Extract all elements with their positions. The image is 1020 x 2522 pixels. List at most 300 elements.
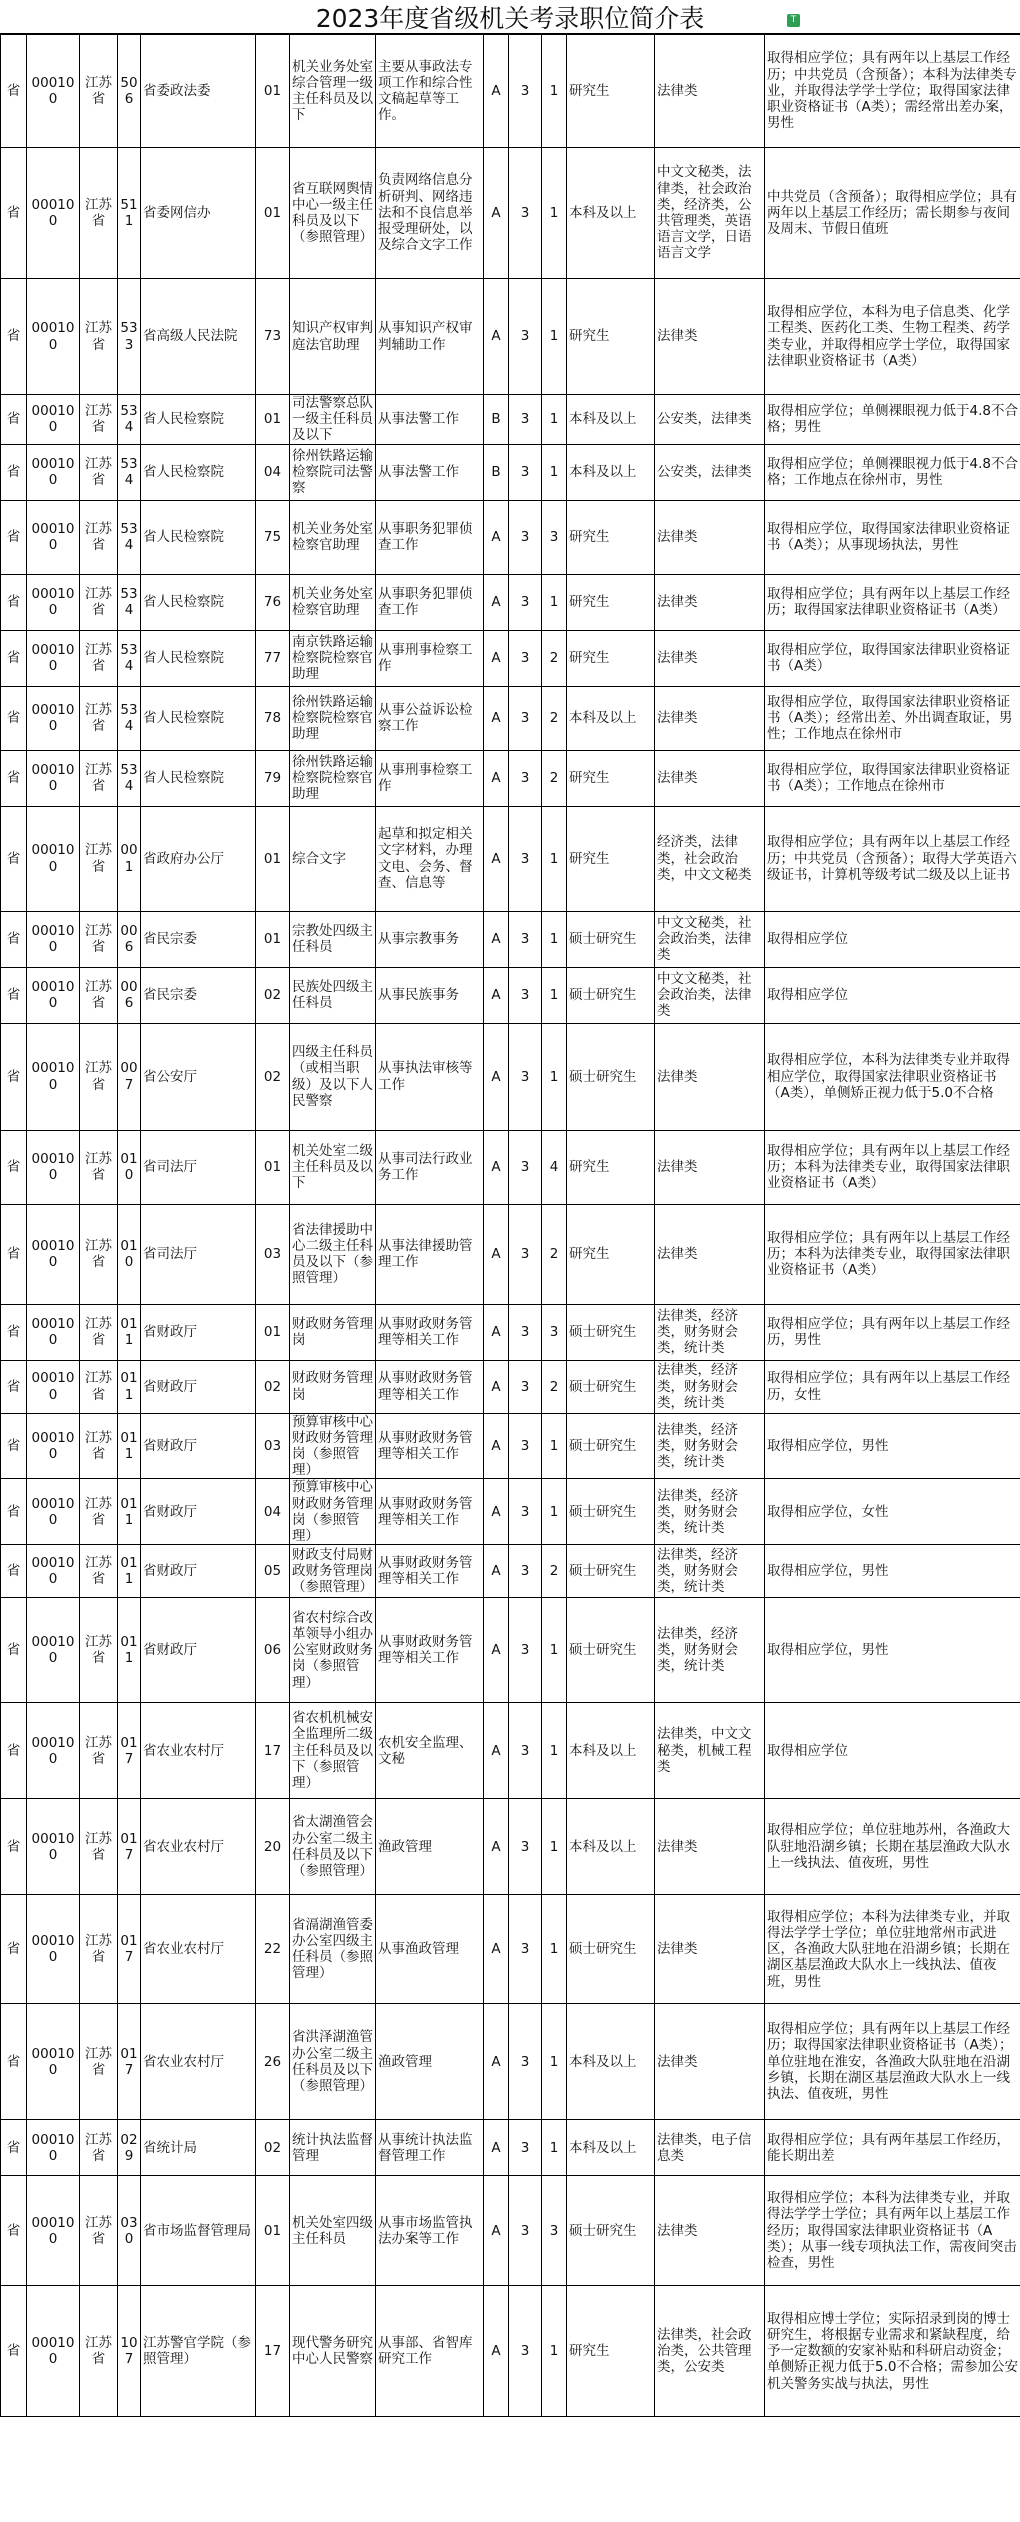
table-row: [1, 2176, 1020, 2286]
requirements-cell: 取得相应学位；单位驻地苏州，各渔政大队驻地沿湖乡镇；长期在基层渔政大队水上一线执法、值夜班，男性: [765, 1799, 1020, 1895]
position-name-cell: 机关处室二级主任科员及以下: [290, 1130, 376, 1204]
ratio-cell: 3: [509, 148, 542, 279]
major-cell: 法律类: [655, 279, 765, 395]
code-cell: 000100: [27, 1413, 80, 1479]
headcount-cell: 2: [542, 1545, 567, 1598]
position-name-cell: 预算审核中心财政财务管理岗（参照管理）: [290, 1479, 376, 1545]
code-cell: 000100: [27, 806, 80, 911]
province-cell: 江苏省: [80, 500, 118, 574]
duty-cell: 从事财政财务管理等相关工作: [376, 1360, 484, 1413]
level-cell: 省: [1, 1204, 27, 1304]
headcount-cell: 2: [542, 750, 567, 806]
table-row: [1, 1799, 1020, 1895]
education-cell: 硕士研究生: [567, 2176, 655, 2286]
headcount-cell: 1: [542, 1479, 567, 1545]
position-name-cell: 机关业务处室检察官助理: [290, 500, 376, 574]
dept-code-cell: 010: [118, 1204, 141, 1304]
education-cell: 硕士研究生: [567, 1360, 655, 1413]
ratio-cell: 3: [509, 2286, 542, 2417]
education-cell: 本科及以上: [567, 2120, 655, 2176]
requirements-cell: 取得相应学位；单侧裸眼视力低于4.8不合格；工作地点在徐州市，男性: [765, 444, 1020, 500]
department-cell: 省市场监督管理局: [141, 2176, 256, 2286]
table-row: [1, 2120, 1020, 2176]
major-cell: 法律类: [655, 35, 765, 148]
code-cell: 000100: [27, 1703, 80, 1799]
table-tool-icon[interactable]: T: [787, 14, 800, 27]
code-cell: 000100: [27, 967, 80, 1023]
level-cell: 省: [1, 1598, 27, 1703]
category-cell: B: [484, 395, 509, 445]
ratio-cell: 3: [509, 279, 542, 395]
table-row: [1, 1545, 1020, 1598]
department-cell: 省人民检察院: [141, 444, 256, 500]
position-code-cell: 02: [256, 1360, 290, 1413]
major-cell: 法律类: [655, 750, 765, 806]
major-cell: 经济类，法律类，社会政治类，中文文秘类: [655, 806, 765, 911]
province-cell: 江苏省: [80, 967, 118, 1023]
province-cell: 江苏省: [80, 686, 118, 750]
headcount-cell: 2: [542, 1204, 567, 1304]
duty-cell: 从事财政财务管理等相关工作: [376, 1598, 484, 1703]
dept-code-cell: 534: [118, 444, 141, 500]
requirements-cell: 取得相应学位: [765, 1703, 1020, 1799]
major-cell: 法律类，经济类，财务财会类，统计类: [655, 1304, 765, 1360]
department-cell: 省财政厅: [141, 1479, 256, 1545]
code-cell: 000100: [27, 1130, 80, 1204]
dept-code-cell: 017: [118, 2004, 141, 2120]
position-name-cell: 机关处室四级主任科员: [290, 2176, 376, 2286]
category-cell: A: [484, 806, 509, 911]
duty-cell: 从事法警工作: [376, 395, 484, 445]
duty-cell: 从事统计执法监督管理工作: [376, 2120, 484, 2176]
dept-code-cell: 534: [118, 500, 141, 574]
province-cell: 江苏省: [80, 806, 118, 911]
position-name-cell: 综合文字: [290, 806, 376, 911]
department-cell: 省人民检察院: [141, 630, 256, 686]
education-cell: 研究生: [567, 500, 655, 574]
position-code-cell: 04: [256, 1479, 290, 1545]
position-name-cell: 徐州铁路运输检察院检察官助理: [290, 750, 376, 806]
table-row: [1, 1413, 1020, 1479]
dept-code-cell: 511: [118, 148, 141, 279]
major-cell: 中文文秘类，法律类，社会政治类，经济类，公共管理类，英语语言文学，日语语言文学: [655, 148, 765, 279]
duty-cell: 农机安全监理、文秘: [376, 1703, 484, 1799]
category-cell: A: [484, 1304, 509, 1360]
category-cell: A: [484, 1703, 509, 1799]
position-name-cell: 民族处四级主任科员: [290, 967, 376, 1023]
major-cell: 法律类，电子信息类: [655, 2120, 765, 2176]
province-cell: 江苏省: [80, 1598, 118, 1703]
category-cell: A: [484, 1413, 509, 1479]
headcount-cell: 1: [542, 1799, 567, 1895]
dept-code-cell: 011: [118, 1545, 141, 1598]
requirements-cell: 取得相应学位，本科为法律类专业并取得相应学位，取得国家法律职业资格证书（A类），单侧矫正视力低于5.0不合格: [765, 1023, 1020, 1130]
code-cell: 000100: [27, 1799, 80, 1895]
province-cell: 江苏省: [80, 630, 118, 686]
department-cell: 江苏警官学院（参照管理）: [141, 2286, 256, 2417]
level-cell: 省: [1, 1703, 27, 1799]
level-cell: 省: [1, 1023, 27, 1130]
major-cell: 法律类，经济类，财务财会类，统计类: [655, 1545, 765, 1598]
ratio-cell: 3: [509, 1023, 542, 1130]
duty-cell: 从事刑事检察工作: [376, 630, 484, 686]
headcount-cell: 1: [542, 967, 567, 1023]
table-row: [1, 35, 1020, 148]
duty-cell: 从事职务犯罪侦查工作: [376, 574, 484, 630]
level-cell: 省: [1, 2120, 27, 2176]
level-cell: 省: [1, 750, 27, 806]
table-row: [1, 444, 1020, 500]
major-cell: 法律类，社会政治类，公共管理类，公安类: [655, 2286, 765, 2417]
department-cell: 省民宗委: [141, 967, 256, 1023]
province-cell: 江苏省: [80, 1360, 118, 1413]
position-code-cell: 03: [256, 1204, 290, 1304]
education-cell: 研究生: [567, 35, 655, 148]
position-code-cell: 01: [256, 806, 290, 911]
ratio-cell: 3: [509, 911, 542, 967]
position-name-cell: 省滆湖渔管委办公室四级主任科员（参照管理）: [290, 1895, 376, 2004]
education-cell: 硕士研究生: [567, 1413, 655, 1479]
duty-cell: 从事财政财务管理等相关工作: [376, 1545, 484, 1598]
table-row: [1, 630, 1020, 686]
position-code-cell: 75: [256, 500, 290, 574]
headcount-cell: 1: [542, 35, 567, 148]
table-row: [1, 686, 1020, 750]
dept-code-cell: 017: [118, 1703, 141, 1799]
province-cell: 江苏省: [80, 1304, 118, 1360]
major-cell: 法律类: [655, 2004, 765, 2120]
dept-code-cell: 017: [118, 1895, 141, 2004]
headcount-cell: 1: [542, 911, 567, 967]
department-cell: 省农业农村厅: [141, 1799, 256, 1895]
department-cell: 省人民检察院: [141, 395, 256, 445]
major-cell: 法律类，经济类，财务财会类，统计类: [655, 1413, 765, 1479]
education-cell: 研究生: [567, 750, 655, 806]
table-body: [1, 35, 1020, 2417]
category-cell: A: [484, 2120, 509, 2176]
department-cell: 省司法厅: [141, 1204, 256, 1304]
code-cell: 000100: [27, 1598, 80, 1703]
position-code-cell: 02: [256, 2120, 290, 2176]
position-table: [0, 34, 1020, 2417]
duty-cell: 从事财政财务管理等相关工作: [376, 1479, 484, 1545]
dept-code-cell: 011: [118, 1304, 141, 1360]
code-cell: 000100: [27, 686, 80, 750]
duty-cell: 从事宗教事务: [376, 911, 484, 967]
category-cell: A: [484, 148, 509, 279]
department-cell: 省司法厅: [141, 1130, 256, 1204]
table-row: [1, 1204, 1020, 1304]
level-cell: 省: [1, 2176, 27, 2286]
level-cell: 省: [1, 630, 27, 686]
dept-code-cell: 506: [118, 35, 141, 148]
dept-code-cell: 017: [118, 1799, 141, 1895]
province-cell: 江苏省: [80, 1895, 118, 2004]
headcount-cell: 1: [542, 395, 567, 445]
position-name-cell: 财政支付局财政财务管理岗（参照管理）: [290, 1545, 376, 1598]
department-cell: 省人民检察院: [141, 574, 256, 630]
duty-cell: 从事刑事检察工作: [376, 750, 484, 806]
province-cell: 江苏省: [80, 395, 118, 445]
position-name-cell: 机关业务处室综合管理一级主任科员及以下: [290, 35, 376, 148]
level-cell: 省: [1, 686, 27, 750]
education-cell: 硕士研究生: [567, 967, 655, 1023]
headcount-cell: 1: [542, 1703, 567, 1799]
level-cell: 省: [1, 574, 27, 630]
position-code-cell: 17: [256, 2286, 290, 2417]
table-row: [1, 1598, 1020, 1703]
dept-code-cell: 011: [118, 1598, 141, 1703]
requirements-cell: 取得相应学位；单侧裸眼视力低于4.8不合格；男性: [765, 395, 1020, 445]
level-cell: 省: [1, 1545, 27, 1598]
table-row: [1, 395, 1020, 445]
level-cell: 省: [1, 1895, 27, 2004]
position-code-cell: 77: [256, 630, 290, 686]
position-code-cell: 01: [256, 35, 290, 148]
position-name-cell: 徐州铁路运输检察院司法警察: [290, 444, 376, 500]
headcount-cell: 1: [542, 1895, 567, 2004]
duty-cell: 负责网络信息分析研判、网络违法和不良信息举报受理研处，以及综合文字工作: [376, 148, 484, 279]
table-row: [1, 806, 1020, 911]
position-name-cell: 省洪泽湖渔管办公室二级主任科员及以下（参照管理）: [290, 2004, 376, 2120]
level-cell: 省: [1, 1413, 27, 1479]
department-cell: 省农业农村厅: [141, 1895, 256, 2004]
dept-code-cell: 010: [118, 1130, 141, 1204]
ratio-cell: 3: [509, 806, 542, 911]
province-cell: 江苏省: [80, 1703, 118, 1799]
code-cell: 000100: [27, 911, 80, 967]
position-name-cell: 财政财务管理岗: [290, 1304, 376, 1360]
department-cell: 省委网信办: [141, 148, 256, 279]
level-cell: 省: [1, 911, 27, 967]
department-cell: 省财政厅: [141, 1360, 256, 1413]
code-cell: 000100: [27, 444, 80, 500]
category-cell: A: [484, 1799, 509, 1895]
category-cell: A: [484, 2004, 509, 2120]
position-code-cell: 01: [256, 1130, 290, 1204]
department-cell: 省人民检察院: [141, 500, 256, 574]
headcount-cell: 2: [542, 1360, 567, 1413]
ratio-cell: 3: [509, 1545, 542, 1598]
province-cell: 江苏省: [80, 148, 118, 279]
table-row: [1, 279, 1020, 395]
requirements-cell: 取得相应学位；具有两年以上基层工作经历；中共党员（含预备）；本科为法律类专业，并取得法学学士学位；取得国家法律职业资格证书（A类）；需经常出差办案，男性: [765, 35, 1020, 148]
major-cell: 中文文秘类，社会政治类，法律类: [655, 967, 765, 1023]
position-code-cell: 01: [256, 395, 290, 445]
position-name-cell: 宗教处四级主任科员: [290, 911, 376, 967]
position-code-cell: 04: [256, 444, 290, 500]
department-cell: 省政府办公厅: [141, 806, 256, 911]
headcount-cell: 1: [542, 2120, 567, 2176]
position-code-cell: 02: [256, 967, 290, 1023]
education-cell: 硕士研究生: [567, 1304, 655, 1360]
ratio-cell: 3: [509, 630, 542, 686]
dept-code-cell: 007: [118, 1023, 141, 1130]
ratio-cell: 3: [509, 1130, 542, 1204]
table-row: [1, 574, 1020, 630]
ratio-cell: 3: [509, 1304, 542, 1360]
ratio-cell: 3: [509, 35, 542, 148]
ratio-cell: 3: [509, 2176, 542, 2286]
code-cell: 000100: [27, 2120, 80, 2176]
department-cell: 省农业农村厅: [141, 2004, 256, 2120]
level-cell: 省: [1, 395, 27, 445]
duty-cell: 起草和拟定相关文字材料，办理文电、会务、督查、信息等: [376, 806, 484, 911]
ratio-cell: 3: [509, 686, 542, 750]
code-cell: 000100: [27, 574, 80, 630]
requirements-cell: 取得相应学位；具有两年以上基层工作经历；中共党员（含预备）；取得大学英语六级证书，计算机等级考试二级及以上证书: [765, 806, 1020, 911]
code-cell: 000100: [27, 2004, 80, 2120]
level-cell: 省: [1, 35, 27, 148]
education-cell: 硕士研究生: [567, 1895, 655, 2004]
code-cell: 000100: [27, 1360, 80, 1413]
duty-cell: 从事公益诉讼检察工作: [376, 686, 484, 750]
headcount-cell: 1: [542, 148, 567, 279]
department-cell: 省农业农村厅: [141, 1703, 256, 1799]
table-row: [1, 967, 1020, 1023]
table-row: [1, 1304, 1020, 1360]
duty-cell: 从事财政财务管理等相关工作: [376, 1413, 484, 1479]
duty-cell: 从事渔政管理: [376, 1895, 484, 2004]
education-cell: 研究生: [567, 2286, 655, 2417]
major-cell: 法律类，经济类，财务财会类，统计类: [655, 1360, 765, 1413]
code-cell: 000100: [27, 1023, 80, 1130]
category-cell: A: [484, 1598, 509, 1703]
major-cell: 法律类: [655, 1130, 765, 1204]
education-cell: 本科及以上: [567, 444, 655, 500]
education-cell: 本科及以上: [567, 1799, 655, 1895]
headcount-cell: 3: [542, 1304, 567, 1360]
table-row: [1, 1479, 1020, 1545]
major-cell: 法律类: [655, 500, 765, 574]
headcount-cell: 1: [542, 1023, 567, 1130]
headcount-cell: 1: [542, 2004, 567, 2120]
code-cell: 000100: [27, 2286, 80, 2417]
category-cell: A: [484, 1023, 509, 1130]
code-cell: 000100: [27, 279, 80, 395]
code-cell: 000100: [27, 750, 80, 806]
category-cell: A: [484, 750, 509, 806]
headcount-cell: 1: [542, 574, 567, 630]
category-cell: A: [484, 911, 509, 967]
duty-cell: 从事民族事务: [376, 967, 484, 1023]
education-cell: 研究生: [567, 574, 655, 630]
table-row: [1, 1023, 1020, 1130]
table-row: [1, 2286, 1020, 2417]
major-cell: 法律类: [655, 1799, 765, 1895]
province-cell: 江苏省: [80, 444, 118, 500]
dept-code-cell: 006: [118, 911, 141, 967]
duty-cell: 从事司法行政业务工作: [376, 1130, 484, 1204]
position-code-cell: 02: [256, 1023, 290, 1130]
requirements-cell: 取得相应学位；具有两年以上基层工作经历，女性: [765, 1360, 1020, 1413]
level-cell: 省: [1, 1799, 27, 1895]
headcount-cell: 1: [542, 2286, 567, 2417]
level-cell: 省: [1, 1479, 27, 1545]
major-cell: 法律类: [655, 686, 765, 750]
requirements-cell: 取得相应学位；本科为法律类专业，并取得法学学士学位；单位驻地常州市武进区，各渔政大队驻地在沿湖乡镇；长期在湖区基层渔政大队水上一线执法、值夜班，男性: [765, 1895, 1020, 2004]
headcount-cell: 2: [542, 630, 567, 686]
position-name-cell: 南京铁路运输检察院检察官助理: [290, 630, 376, 686]
position-name-cell: 省太湖渔管会办公室二级主任科员及以下（参照管理）: [290, 1799, 376, 1895]
category-cell: A: [484, 35, 509, 148]
requirements-cell: 取得相应学位: [765, 967, 1020, 1023]
province-cell: 江苏省: [80, 574, 118, 630]
requirements-cell: 取得相应学位；具有两年以上基层工作经历；本科为法律类专业，取得国家法律职业资格证书（A类）: [765, 1204, 1020, 1304]
duty-cell: 从事市场监管执法办案等工作: [376, 2176, 484, 2286]
ratio-cell: 3: [509, 750, 542, 806]
level-cell: 省: [1, 1304, 27, 1360]
ratio-cell: 3: [509, 574, 542, 630]
table-row: [1, 148, 1020, 279]
requirements-cell: 取得相应博士学位；实际招录到岗的博士研究生，将根据专业需求和紧缺程度，给予一定数额的安家补贴和科研启动资金；单侧矫正视力低于5.0不合格；需参加公安机关警务实战与执法，男性: [765, 2286, 1020, 2417]
province-cell: 江苏省: [80, 1413, 118, 1479]
headcount-cell: 1: [542, 444, 567, 500]
dept-code-cell: 534: [118, 686, 141, 750]
code-cell: 000100: [27, 1895, 80, 2004]
requirements-cell: 取得相应学位；具有两年以上基层工作经历；取得国家法律职业资格证书（A类）: [765, 574, 1020, 630]
position-code-cell: 01: [256, 1304, 290, 1360]
category-cell: A: [484, 500, 509, 574]
category-cell: A: [484, 1545, 509, 1598]
dept-code-cell: 107: [118, 2286, 141, 2417]
code-cell: 000100: [27, 500, 80, 574]
duty-cell: 从事职务犯罪侦查工作: [376, 500, 484, 574]
department-cell: 省财政厅: [141, 1413, 256, 1479]
code-cell: 000100: [27, 630, 80, 686]
province-cell: 江苏省: [80, 2004, 118, 2120]
department-cell: 省公安厅: [141, 1023, 256, 1130]
headcount-cell: 1: [542, 279, 567, 395]
education-cell: 研究生: [567, 279, 655, 395]
category-cell: A: [484, 2176, 509, 2286]
position-code-cell: 05: [256, 1545, 290, 1598]
code-cell: 000100: [27, 1545, 80, 1598]
major-cell: 公安类，法律类: [655, 395, 765, 445]
position-code-cell: 17: [256, 1703, 290, 1799]
education-cell: 本科及以上: [567, 395, 655, 445]
duty-cell: 渔政管理: [376, 1799, 484, 1895]
education-cell: 本科及以上: [567, 686, 655, 750]
major-cell: 法律类: [655, 1023, 765, 1130]
major-cell: 法律类，中文文秘类，机械工程类: [655, 1703, 765, 1799]
category-cell: A: [484, 1479, 509, 1545]
table-row: [1, 1703, 1020, 1799]
position-name-cell: 徐州铁路运输检察院检察官助理: [290, 686, 376, 750]
ratio-cell: 3: [509, 1360, 542, 1413]
ratio-cell: 3: [509, 1479, 542, 1545]
level-cell: 省: [1, 1130, 27, 1204]
table-row: [1, 500, 1020, 574]
education-cell: 研究生: [567, 1130, 655, 1204]
requirements-cell: 取得相应学位，女性: [765, 1479, 1020, 1545]
duty-cell: 主要从事政法专项工作和综合性文稿起草等工作。: [376, 35, 484, 148]
requirements-cell: 取得相应学位，男性: [765, 1545, 1020, 1598]
level-cell: 省: [1, 2004, 27, 2120]
category-cell: A: [484, 1895, 509, 2004]
education-cell: 硕士研究生: [567, 1023, 655, 1130]
code-cell: 000100: [27, 1204, 80, 1304]
duty-cell: 从事执法审核等工作: [376, 1023, 484, 1130]
duty-cell: 从事知识产权审判辅助工作: [376, 279, 484, 395]
level-cell: 省: [1, 444, 27, 500]
major-cell: 法律类: [655, 1895, 765, 2004]
province-cell: 江苏省: [80, 2286, 118, 2417]
major-cell: 法律类: [655, 574, 765, 630]
level-cell: 省: [1, 148, 27, 279]
department-cell: 省财政厅: [141, 1545, 256, 1598]
level-cell: 省: [1, 279, 27, 395]
